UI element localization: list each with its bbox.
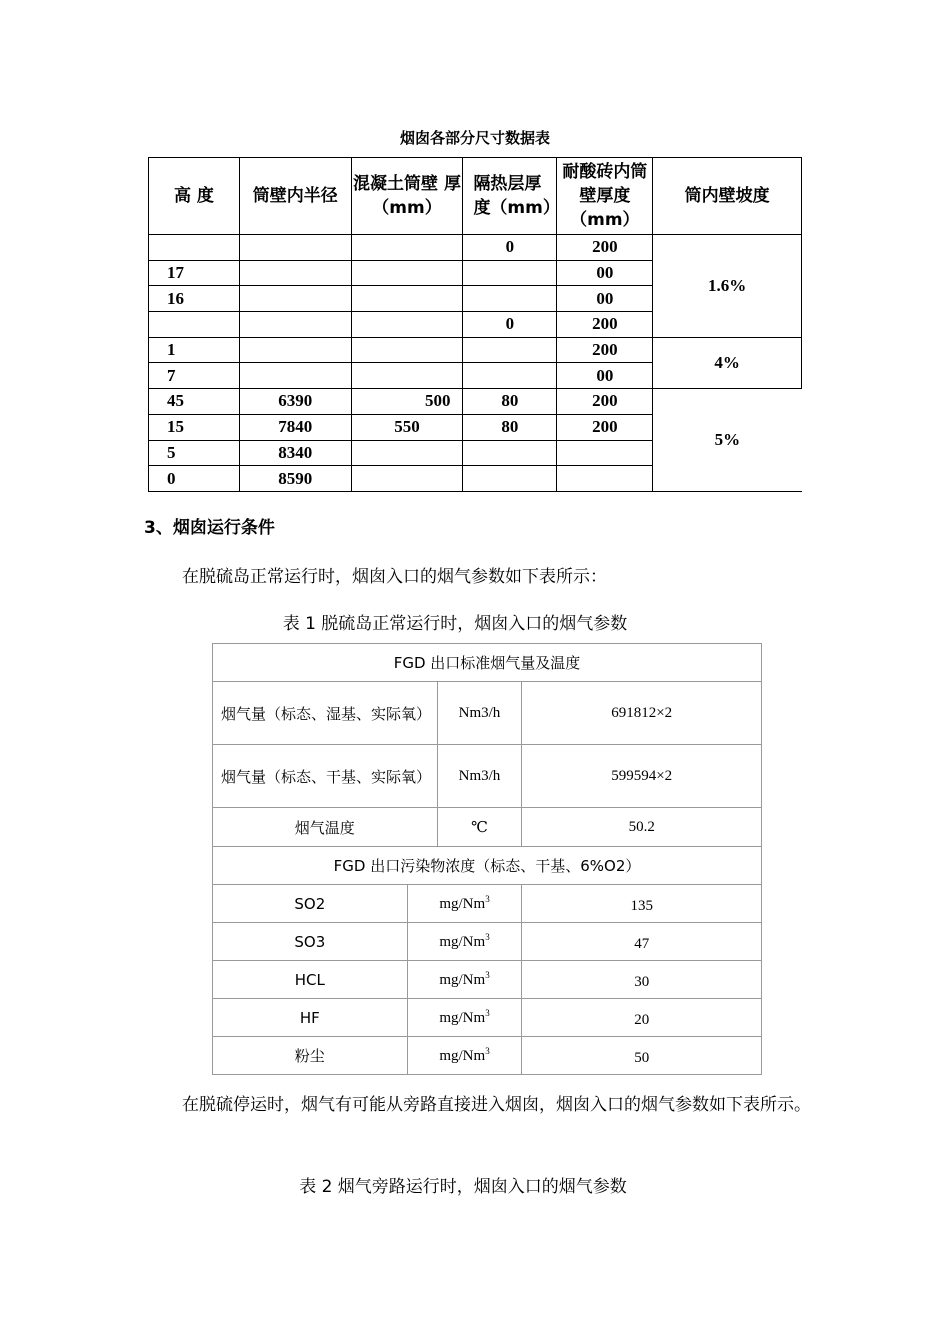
unit-superscript: 3 bbox=[485, 1008, 490, 1018]
table-cell: 00 bbox=[557, 286, 653, 312]
pollutant-unit bbox=[407, 885, 522, 923]
table-row bbox=[213, 682, 762, 745]
table-cell bbox=[351, 286, 463, 312]
table-cell: 80 bbox=[463, 389, 557, 415]
table-cell bbox=[557, 440, 653, 466]
header-height: 高 度 bbox=[149, 158, 240, 235]
pollutant-unit bbox=[407, 999, 522, 1037]
table-row bbox=[149, 235, 802, 261]
param-value: 691812×2 bbox=[522, 682, 762, 745]
pollutant-name: HCL bbox=[213, 961, 408, 999]
pollutant-value: 20 bbox=[522, 999, 762, 1037]
table-cell: 8590 bbox=[239, 466, 351, 492]
table-cell: 00 bbox=[557, 363, 653, 389]
table-cell: 0 bbox=[149, 466, 240, 492]
unit-text: mg/Nm bbox=[439, 896, 486, 912]
pollutant-value: 135 bbox=[522, 885, 762, 923]
table-cell bbox=[239, 235, 351, 261]
slope-cell: 1.6% bbox=[653, 235, 802, 338]
table-cell bbox=[149, 235, 240, 261]
unit-superscript: 3 bbox=[485, 970, 490, 980]
param-name: 烟气量（标态、湿基、实际氧） bbox=[213, 682, 438, 745]
group-row bbox=[213, 644, 762, 682]
unit-text: mg/Nm bbox=[439, 1048, 486, 1064]
table-cell: 500 bbox=[351, 389, 463, 415]
header-insulation-thickness: 隔热层厚度（mm） bbox=[463, 158, 557, 235]
table-cell: 5 bbox=[149, 440, 240, 466]
table1-title: 烟囱各部分尺寸数据表 bbox=[399, 129, 550, 147]
table-cell: 550 bbox=[351, 414, 463, 440]
chimney-dimension-table bbox=[148, 157, 802, 492]
table-cell bbox=[351, 337, 463, 363]
table-row bbox=[213, 745, 762, 808]
pollutant-value: 50 bbox=[522, 1037, 762, 1075]
unit-text: mg/Nm bbox=[439, 972, 486, 988]
pollutant-name: 粉尘 bbox=[213, 1037, 408, 1075]
table-cell bbox=[351, 260, 463, 286]
table-cell bbox=[239, 312, 351, 338]
header-inner-radius: 筒壁内半径 bbox=[239, 158, 351, 235]
table-row bbox=[213, 961, 762, 999]
unit-superscript: 3 bbox=[485, 932, 490, 942]
param-unit: Nm3/h bbox=[437, 682, 522, 745]
pollutant-unit bbox=[407, 1037, 522, 1075]
pollutant-unit bbox=[407, 961, 522, 999]
table-row bbox=[213, 923, 762, 961]
table-cell: 15 bbox=[149, 414, 240, 440]
table-cell bbox=[351, 440, 463, 466]
unit-text: mg/Nm bbox=[439, 934, 486, 950]
pollutant-unit bbox=[407, 923, 522, 961]
table-cell: 7 bbox=[149, 363, 240, 389]
table-cell: 0 bbox=[463, 312, 557, 338]
header-brick-thickness: 耐酸砖内筒壁厚度（mm） bbox=[557, 158, 653, 235]
unit-superscript: 3 bbox=[485, 894, 490, 904]
table-row bbox=[213, 999, 762, 1037]
pollutant-value: 30 bbox=[522, 961, 762, 999]
paragraph-bypass-operation: 在脱硫停运时，烟气有可能从旁路直接进入烟囱，烟囱入口的烟气参数如下表所示。 bbox=[182, 1095, 811, 1115]
table-cell bbox=[463, 363, 557, 389]
table-cell: 16 bbox=[149, 286, 240, 312]
pollutant-name: SO2 bbox=[213, 885, 408, 923]
slope-cell: 4% bbox=[653, 337, 802, 388]
param-value: 599594×2 bbox=[522, 745, 762, 808]
table-row bbox=[149, 337, 802, 363]
table-cell bbox=[239, 337, 351, 363]
group-row bbox=[213, 847, 762, 885]
param-name: 烟气温度 bbox=[213, 808, 438, 847]
table-cell: 00 bbox=[557, 260, 653, 286]
param-unit: Nm3/h bbox=[437, 745, 522, 808]
pollutant-name: HF bbox=[213, 999, 408, 1037]
table-cell: 6390 bbox=[239, 389, 351, 415]
paragraph-normal-operation: 在脱硫岛正常运行时，烟囱入口的烟气参数如下表所示： bbox=[182, 567, 607, 587]
table-cell: 80 bbox=[463, 414, 557, 440]
slope-cell: 5% bbox=[653, 389, 802, 492]
table-cell bbox=[463, 466, 557, 492]
group-title-flow: FGD 出口标准烟气量及温度 bbox=[213, 644, 762, 682]
table-cell bbox=[239, 363, 351, 389]
table-cell: 7840 bbox=[239, 414, 351, 440]
table-row bbox=[213, 808, 762, 847]
table-cell bbox=[557, 466, 653, 492]
header-concrete-thickness: 混凝土筒壁 厚（mm） bbox=[351, 158, 463, 235]
table-cell bbox=[351, 363, 463, 389]
table-cell: 200 bbox=[557, 389, 653, 415]
table-cell: 0 bbox=[463, 235, 557, 261]
pollutant-name: SO3 bbox=[213, 923, 408, 961]
param-unit: ℃ bbox=[437, 808, 522, 847]
table-cell bbox=[239, 260, 351, 286]
table-cell bbox=[463, 337, 557, 363]
group-title-pollutants: FGD 出口污染物浓度（标态、干基、6%O2） bbox=[213, 847, 762, 885]
table-cell: 200 bbox=[557, 235, 653, 261]
table-cell bbox=[463, 286, 557, 312]
table-cell: 1 bbox=[149, 337, 240, 363]
param-value: 50.2 bbox=[522, 808, 762, 847]
table-cell: 200 bbox=[557, 337, 653, 363]
table-cell bbox=[351, 235, 463, 261]
table-row bbox=[149, 389, 802, 415]
table-cell: 17 bbox=[149, 260, 240, 286]
param-name: 烟气量（标态、干基、实际氧） bbox=[213, 745, 438, 808]
table1-caption: 表 1 脱硫岛正常运行时，烟囱入口的烟气参数 bbox=[282, 614, 628, 634]
table2-caption: 表 2 烟气旁路运行时，烟囱入口的烟气参数 bbox=[299, 1177, 627, 1197]
section-3-title: 3、烟囱运行条件 bbox=[144, 518, 275, 538]
table-cell: 8340 bbox=[239, 440, 351, 466]
table-row bbox=[213, 885, 762, 923]
table-row bbox=[213, 1037, 762, 1075]
flue-gas-parameter-table bbox=[212, 643, 762, 1075]
header-slope: 筒内壁坡度 bbox=[653, 158, 802, 235]
table-cell: 45 bbox=[149, 389, 240, 415]
table-cell bbox=[463, 260, 557, 286]
unit-superscript: 3 bbox=[485, 1046, 490, 1056]
pollutant-value: 47 bbox=[522, 923, 762, 961]
table-cell bbox=[149, 312, 240, 338]
table-cell bbox=[463, 440, 557, 466]
table-cell: 200 bbox=[557, 414, 653, 440]
table-cell bbox=[351, 466, 463, 492]
table-header-row bbox=[149, 158, 802, 235]
table-cell bbox=[239, 286, 351, 312]
unit-text: mg/Nm bbox=[439, 1010, 486, 1026]
table-cell bbox=[351, 312, 463, 338]
table-cell: 200 bbox=[557, 312, 653, 338]
